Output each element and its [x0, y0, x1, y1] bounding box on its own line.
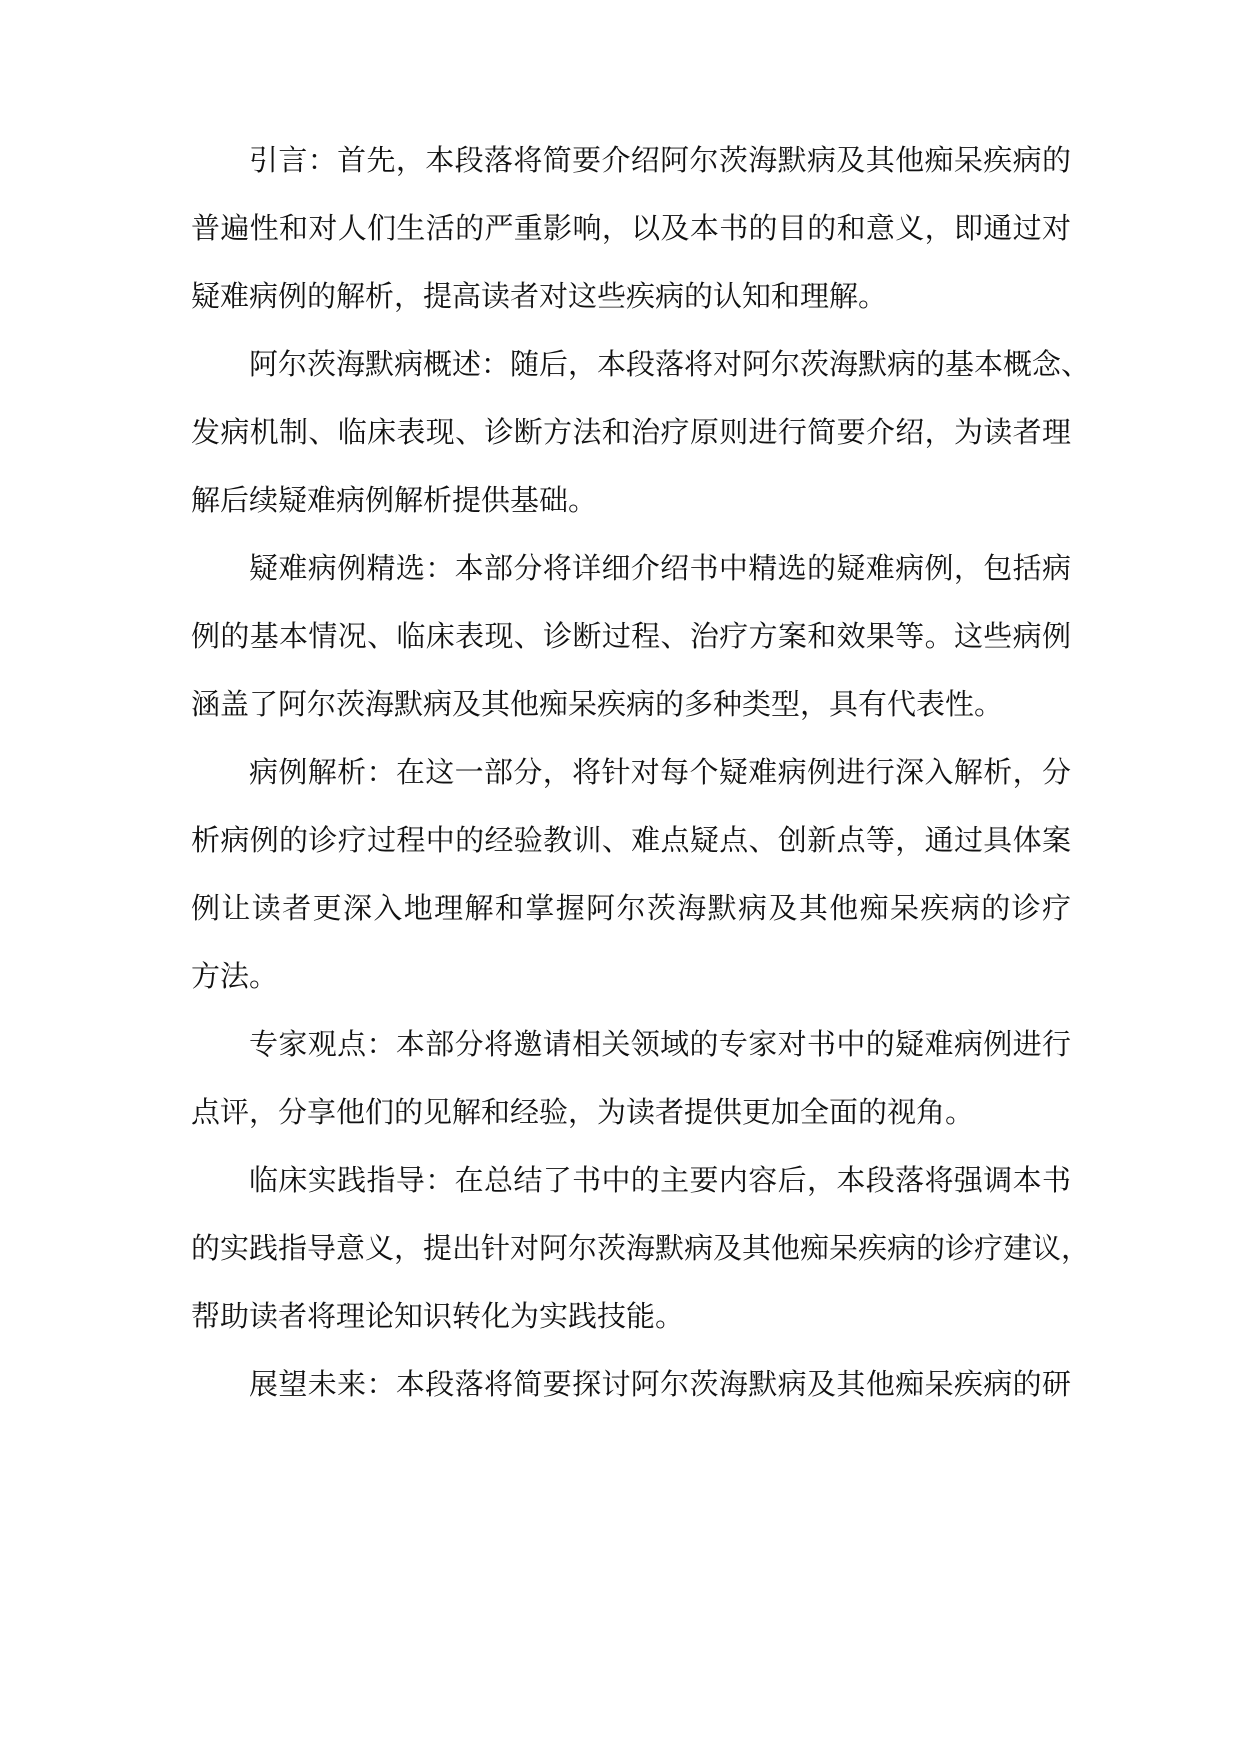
paragraph-1-line-2: 普遍性和对人们生活的严重影响，以及本书的目的和意义，即通过对: [191, 211, 1071, 245]
paragraph-1-line-3: 疑难病例的解析，提高读者对这些疾病的认知和理解。: [191, 279, 888, 313]
paragraph-4-line-4: 方法。: [191, 959, 279, 993]
paragraph-6-line-2: 的实践指导意义，提出针对阿尔茨海默病及其他痴呆疾病的诊疗建议，: [191, 1231, 1091, 1265]
paragraph-4-line-3: 例让读者更深入地理解和掌握阿尔茨海默病及其他痴呆疾病的诊疗: [191, 891, 1071, 925]
paragraph-6-line-1: 临床实践指导：在总结了书中的主要内容后，本段落将强调本书: [249, 1163, 1071, 1197]
paragraph-3-line-2: 例的基本情况、临床表现、诊断过程、治疗方案和效果等。这些病例: [191, 619, 1071, 653]
paragraph-4-line-1: 病例解析：在这一部分，将针对每个疑难病例进行深入解析，分: [249, 755, 1071, 789]
paragraph-5-line-2: 点评，分享他们的见解和经验，为读者提供更加全面的视角。: [191, 1095, 975, 1129]
paragraph-6-line-3: 帮助读者将理论知识转化为实践技能。: [191, 1299, 685, 1333]
paragraph-5-line-1: 专家观点：本部分将邀请相关领域的专家对书中的疑难病例进行: [249, 1027, 1071, 1061]
paragraph-1-line-1: 引言：首先，本段落将简要介绍阿尔茨海默病及其他痴呆疾病的: [249, 143, 1071, 177]
paragraph-2-line-2: 发病机制、临床表现、诊断方法和治疗原则进行简要介绍，为读者理: [191, 415, 1071, 449]
paragraph-7-line-1: 展望未来：本段落将简要探讨阿尔茨海默病及其他痴呆疾病的研: [249, 1367, 1071, 1401]
paragraph-2-line-3: 解后续疑难病例解析提供基础。: [191, 483, 598, 517]
paragraph-3-line-3: 涵盖了阿尔茨海默病及其他痴呆疾病的多种类型，具有代表性。: [191, 687, 1004, 721]
paragraph-2-line-1: 阿尔茨海默病概述：随后，本段落将对阿尔茨海默病的基本概念、: [249, 347, 1091, 381]
paragraph-4-line-2: 析病例的诊疗过程中的经验教训、难点疑点、创新点等，通过具体案: [191, 823, 1071, 857]
paragraph-3-line-1: 疑难病例精选：本部分将详细介绍书中精选的疑难病例，包括病: [249, 551, 1071, 585]
